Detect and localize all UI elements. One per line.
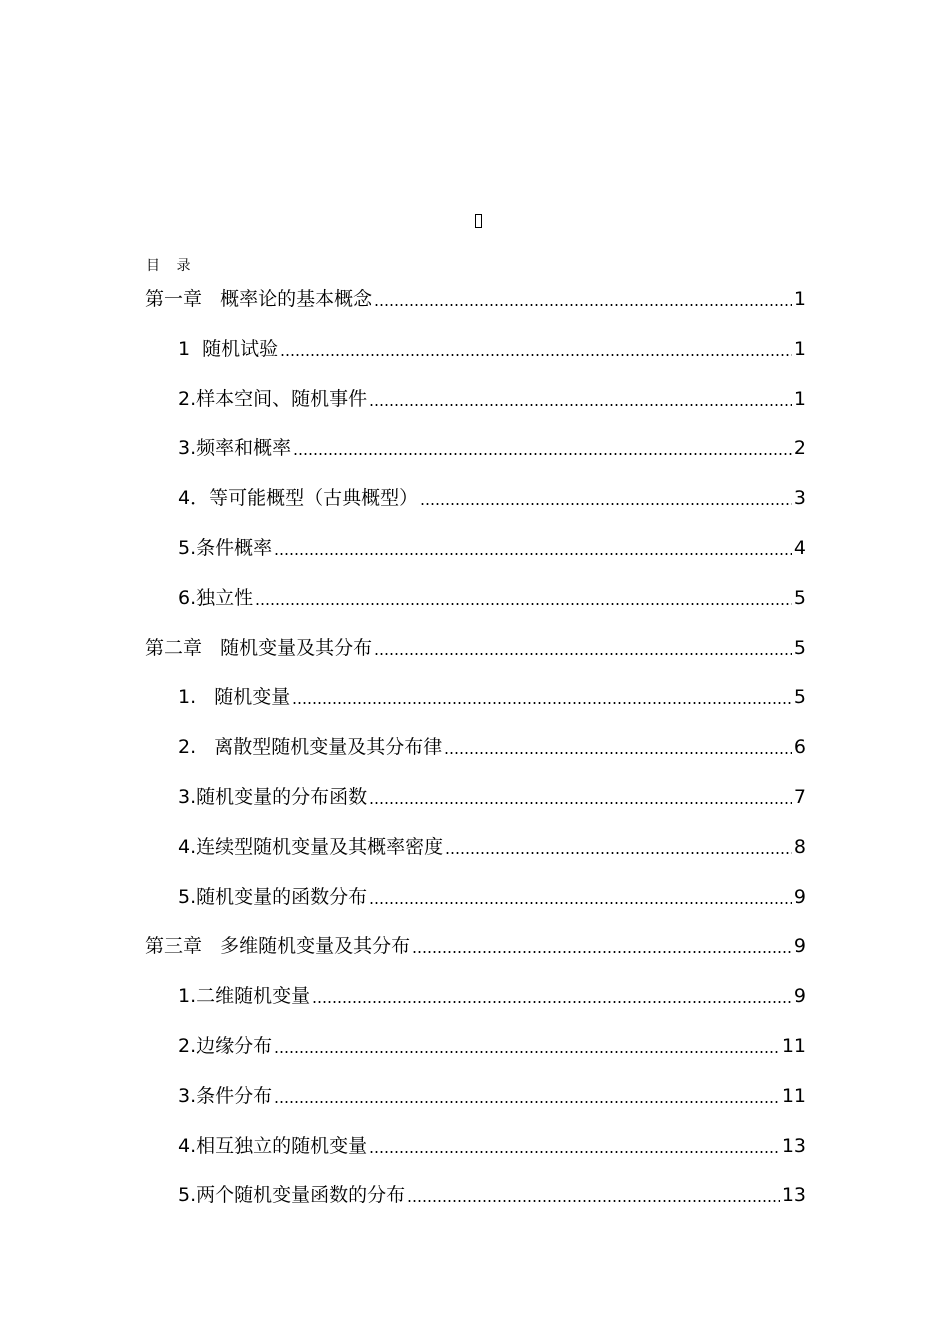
toc-page-number: 9 (793, 935, 806, 958)
toc-dot-leader (293, 433, 792, 463)
toc-section-entry[interactable] (178, 732, 806, 762)
toc-entry-title: 3.频率和概率 (178, 437, 292, 460)
toc-page-number: 2 (793, 437, 806, 460)
toc-dot-leader (274, 1081, 780, 1111)
toc-page-number: 6 (793, 736, 806, 759)
toc-page-number: 9 (793, 985, 806, 1008)
toc-entry-title: 1. 随机变量 (178, 686, 291, 709)
toc-section-entry[interactable] (178, 483, 806, 513)
toc-page-number: 9 (793, 885, 806, 908)
toc-page-number: 11 (781, 1084, 806, 1107)
toc-section-entry[interactable] (178, 882, 806, 912)
toc-page-number: 1 (793, 387, 806, 410)
toc-page-number: 7 (793, 786, 806, 808)
toc-page-number: 13 (781, 1184, 806, 1207)
toc-entry-title: 3.随机变量的分布函数 (178, 786, 368, 808)
toc-entry-title: 4．等可能概型（古典概型） (178, 487, 419, 510)
toc-entry-title: 2.边缘分布 (178, 1035, 273, 1057)
toc-dot-leader (255, 583, 792, 613)
toc-section-entry[interactable] (178, 384, 806, 414)
toc-page-number: 5 (793, 636, 806, 659)
toc-page-number: 8 (793, 835, 806, 858)
toc-dot-leader (312, 981, 792, 1011)
toc-dot-leader (412, 931, 792, 961)
toc-page-number: 13 (781, 1134, 806, 1157)
toc-page-number: 5 (793, 586, 806, 609)
toc-section-entry[interactable] (178, 832, 806, 862)
toc-dot-leader (274, 533, 792, 563)
toc-section-entry[interactable] (178, 533, 806, 563)
toc-page-number: 3 (793, 487, 806, 510)
toc-entry-title: 5.两个随机变量函数的分布 (178, 1184, 406, 1207)
toc-section-entry[interactable] (178, 682, 806, 712)
toc-section-entry[interactable] (178, 1180, 806, 1210)
toc-dot-leader (374, 284, 792, 314)
toc-section-entry[interactable] (178, 334, 806, 364)
toc-entry-title: 第二章 随机变量及其分布 (145, 636, 373, 659)
toc-dot-leader (369, 882, 792, 912)
toc-section-entry[interactable] (178, 433, 806, 463)
toc-dot-leader (420, 483, 792, 513)
toc-dot-leader (369, 1131, 780, 1161)
toc-section-entry[interactable] (178, 1031, 806, 1061)
toc-chapter-entry[interactable] (145, 284, 806, 314)
toc-dot-leader (374, 633, 792, 663)
toc-entry-title: 2. 离散型随机变量及其分布律 (178, 736, 443, 759)
toc-chapter-entry[interactable] (145, 633, 806, 663)
toc-section-entry[interactable] (178, 981, 806, 1011)
toc-section-entry[interactable] (178, 1081, 806, 1111)
toc-heading: 目 录 (146, 258, 197, 274)
toc-page-number: 11 (781, 1035, 806, 1057)
toc-page-number: 4 (793, 537, 806, 559)
toc-section-entry[interactable] (178, 1131, 806, 1161)
toc-dot-leader (292, 682, 792, 712)
toc-dot-leader (407, 1180, 780, 1210)
toc-entry-title: 1.二维随机变量 (178, 985, 311, 1008)
toc-entry-title: 第三章 多维随机变量及其分布 (145, 935, 411, 958)
toc-entry-title: 3.条件分布 (178, 1084, 273, 1107)
toc-entry-title: 5.条件概率 (178, 537, 273, 559)
toc-entry-title: 第一章 概率论的基本概念 (145, 288, 373, 310)
toc-entry-title: 2.样本空间、随机事件 (178, 387, 368, 410)
toc-dot-leader (280, 334, 792, 364)
toc-section-entry[interactable] (178, 583, 806, 613)
toc-page-number: 5 (793, 686, 806, 709)
toc-dot-leader (445, 832, 792, 862)
toc-entry-title: 6.独立性 (178, 586, 254, 609)
toc-page-number: 1 (793, 288, 806, 310)
toc-dot-leader (369, 782, 792, 812)
toc-entry-title: 5.随机变量的函数分布 (178, 885, 368, 908)
toc-entry-title: 4.连续型随机变量及其概率密度 (178, 835, 444, 858)
missing-glyph-icon (475, 214, 482, 228)
toc-entry-title: 1 随机试验 (178, 337, 279, 360)
toc-dot-leader (274, 1031, 780, 1061)
toc-dot-leader (444, 732, 792, 762)
toc-dot-leader (369, 384, 792, 414)
toc-page-number: 1 (793, 337, 806, 360)
toc-entry-title: 4.相互独立的随机变量 (178, 1134, 368, 1157)
toc-section-entry[interactable] (178, 782, 806, 812)
toc-chapter-entry[interactable] (145, 931, 806, 961)
